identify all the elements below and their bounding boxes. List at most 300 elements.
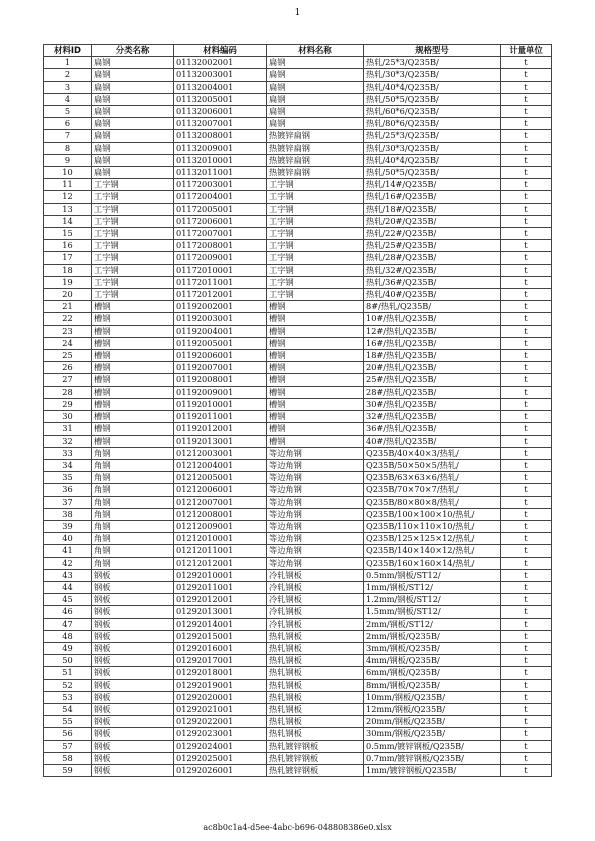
spec-cell: Q235B/140×140×12/热轧/ [364,545,501,557]
category-cell: 钢板 [92,691,174,703]
material-id-cell: 59 [44,764,92,776]
material-name-cell: 等边角钢 [267,459,364,471]
material-id-cell: 36 [44,484,92,496]
material-id-cell: 35 [44,472,92,484]
unit-cell: t [501,362,552,374]
material-code-cell: 01212012001 [174,557,267,569]
material-name-cell: 热轧钢板 [267,642,364,654]
material-code-cell: 01292013001 [174,606,267,618]
material-code-cell: 01172007001 [174,228,267,240]
table-row [44,594,552,606]
material-id-cell: 19 [44,276,92,288]
material-id-cell: 49 [44,642,92,654]
unit-cell: t [501,142,552,154]
material-id-cell: 18 [44,264,92,276]
table-row [44,179,552,191]
material-id-cell: 55 [44,716,92,728]
table-row [44,508,552,520]
spec-cell: 8#/热轧/Q235B/ [364,301,501,313]
material-name-cell: 槽钢 [267,423,364,435]
material-id-cell: 12 [44,191,92,203]
material-id-cell: 58 [44,752,92,764]
material-name-cell: 热镀锌扁钢 [267,154,364,166]
material-name-cell: 热轧镀锌钢板 [267,740,364,752]
material-name-cell: 工字钢 [267,289,364,301]
header-unit: 计量单位 [501,45,552,57]
table-header-row [44,45,552,57]
unit-cell: t [501,484,552,496]
unit-cell: t [501,496,552,508]
material-id-cell: 8 [44,142,92,154]
material-id-cell: 53 [44,691,92,703]
table-row [44,118,552,130]
unit-cell: t [501,350,552,362]
category-cell: 扁钢 [92,142,174,154]
material-code-cell: 01292015001 [174,630,267,642]
unit-cell: t [501,289,552,301]
unit-cell: t [501,81,552,93]
material-code-cell: 01192010001 [174,398,267,410]
table-row [44,703,552,715]
spec-cell: Q235B/80×80×8/热轧/ [364,496,501,508]
material-name-cell: 槽钢 [267,337,364,349]
spec-cell: 热轧/25*3/Q235B/ [364,57,501,69]
category-cell: 角钢 [92,520,174,532]
material-name-cell: 扁钢 [267,106,364,118]
material-name-cell: 热轧钢板 [267,716,364,728]
spec-cell: 6mm/钢板/Q235B/ [364,667,501,679]
material-code-cell: 01292019001 [174,679,267,691]
spec-cell: 20mm/钢板/Q235B/ [364,716,501,728]
table-row [44,228,552,240]
category-cell: 钢板 [92,594,174,606]
material-name-cell: 热镀锌扁钢 [267,130,364,142]
material-code-cell: 01172003001 [174,179,267,191]
category-cell: 槽钢 [92,337,174,349]
material-code-cell: 01172010001 [174,264,267,276]
table-row [44,618,552,630]
material-id-cell: 20 [44,289,92,301]
header-material-name: 材料名称 [267,45,364,57]
category-cell: 钢板 [92,728,174,740]
unit-cell: t [501,252,552,264]
material-id-cell: 43 [44,569,92,581]
category-cell: 钢板 [92,740,174,752]
material-code-cell: 01192013001 [174,435,267,447]
table-row [44,435,552,447]
material-id-cell: 15 [44,228,92,240]
material-id-cell: 37 [44,496,92,508]
category-cell: 扁钢 [92,167,174,179]
table-row [44,545,552,557]
table-row [44,728,552,740]
unit-cell: t [501,740,552,752]
unit-cell: t [501,630,552,642]
unit-cell: t [501,118,552,130]
material-id-cell: 30 [44,411,92,423]
spec-cell: 1.2mm/钢板/ST12/ [364,594,501,606]
material-name-cell: 等边角钢 [267,484,364,496]
material-name-cell: 热轧钢板 [267,667,364,679]
material-name-cell: 槽钢 [267,313,364,325]
spec-cell: 热轧/22#/Q235B/ [364,228,501,240]
table-row [44,240,552,252]
unit-cell: t [501,167,552,179]
category-cell: 槽钢 [92,435,174,447]
category-cell: 钢板 [92,630,174,642]
material-name-cell: 槽钢 [267,374,364,386]
category-cell: 钢板 [92,752,174,764]
header-spec: 规格型号 [364,45,501,57]
unit-cell: t [501,533,552,545]
material-code-cell: 01192012001 [174,423,267,435]
spec-cell: 12mm/钢板/Q235B/ [364,703,501,715]
unit-cell: t [501,264,552,276]
material-name-cell: 工字钢 [267,203,364,215]
unit-cell: t [501,228,552,240]
material-code-cell: 01212005001 [174,472,267,484]
spec-cell: 2mm/钢板/ST12/ [364,618,501,630]
spec-cell: 18#/热轧/Q235B/ [364,350,501,362]
material-name-cell: 扁钢 [267,81,364,93]
material-code-cell: 01292017001 [174,655,267,667]
material-code-cell: 01192004001 [174,325,267,337]
unit-cell: t [501,667,552,679]
material-id-cell: 23 [44,325,92,337]
table-row [44,716,552,728]
spec-cell: Q235B/160×160×14/热轧/ [364,557,501,569]
table-row [44,484,552,496]
table-row [44,630,552,642]
category-cell: 工字钢 [92,228,174,240]
category-cell: 钢板 [92,716,174,728]
material-id-cell: 56 [44,728,92,740]
material-code-cell: 01132005001 [174,93,267,105]
spec-cell: 热轧/50*5/Q235B/ [364,167,501,179]
unit-cell: t [501,459,552,471]
category-cell: 扁钢 [92,57,174,69]
material-name-cell: 热轧钢板 [267,728,364,740]
material-id-cell: 46 [44,606,92,618]
unit-cell: t [501,325,552,337]
category-cell: 工字钢 [92,191,174,203]
material-id-cell: 25 [44,350,92,362]
material-code-cell: 01172008001 [174,240,267,252]
material-code-cell: 01192005001 [174,337,267,349]
material-name-cell: 等边角钢 [267,447,364,459]
table-row [44,57,552,69]
material-code-cell: 01212011001 [174,545,267,557]
unit-cell: t [501,728,552,740]
table-row [44,215,552,227]
spec-cell: 16#/热轧/Q235B/ [364,337,501,349]
material-id-cell: 54 [44,703,92,715]
spec-cell: 1mm/镀锌钢板/Q235B/ [364,764,501,776]
material-code-cell: 01212009001 [174,520,267,532]
table-row [44,655,552,667]
table-row [44,69,552,81]
material-code-cell: 01212003001 [174,447,267,459]
category-cell: 角钢 [92,484,174,496]
material-id-cell: 44 [44,581,92,593]
unit-cell: t [501,191,552,203]
category-cell: 扁钢 [92,118,174,130]
material-name-cell: 工字钢 [267,191,364,203]
material-id-cell: 41 [44,545,92,557]
category-cell: 槽钢 [92,301,174,313]
table-row [44,362,552,374]
material-id-cell: 9 [44,154,92,166]
category-cell: 槽钢 [92,423,174,435]
unit-cell: t [501,374,552,386]
material-name-cell: 槽钢 [267,301,364,313]
table-row [44,252,552,264]
category-cell: 工字钢 [92,215,174,227]
material-code-cell: 01132002001 [174,57,267,69]
category-cell: 工字钢 [92,264,174,276]
category-cell: 钢板 [92,703,174,715]
header-material-code: 材料编码 [174,45,267,57]
material-code-cell: 01292025001 [174,752,267,764]
spec-cell: 热轧/18#/Q235B/ [364,203,501,215]
material-name-cell: 工字钢 [267,179,364,191]
unit-cell: t [501,618,552,630]
category-cell: 钢板 [92,618,174,630]
category-cell: 扁钢 [92,130,174,142]
material-name-cell: 工字钢 [267,252,364,264]
unit-cell: t [501,179,552,191]
material-id-cell: 28 [44,386,92,398]
table-row [44,276,552,288]
material-code-cell: 01292026001 [174,764,267,776]
spec-cell: Q235B/40×40×3/热轧/ [364,447,501,459]
material-code-cell: 01192007001 [174,362,267,374]
table-row [44,350,552,362]
table-row [44,130,552,142]
material-name-cell: 槽钢 [267,435,364,447]
unit-cell: t [501,752,552,764]
category-cell: 角钢 [92,472,174,484]
material-code-cell: 01292021001 [174,703,267,715]
material-code-cell: 01192006001 [174,350,267,362]
material-code-cell: 01172006001 [174,215,267,227]
file-name-footer: ac8b0c1a4-d5ee-4abc-b696-048808386e0.xlsx [203,823,392,832]
unit-cell: t [501,93,552,105]
table-row [44,740,552,752]
unit-cell: t [501,313,552,325]
table-row [44,301,552,313]
material-code-cell: 01172011001 [174,276,267,288]
table-row [44,764,552,776]
header-category: 分类名称 [92,45,174,57]
material-name-cell: 槽钢 [267,386,364,398]
material-name-cell: 等边角钢 [267,496,364,508]
material-id-cell: 42 [44,557,92,569]
table-row [44,289,552,301]
material-id-cell: 26 [44,362,92,374]
material-id-cell: 6 [44,118,92,130]
material-id-cell: 22 [44,313,92,325]
material-name-cell: 工字钢 [267,264,364,276]
material-name-cell: 等边角钢 [267,472,364,484]
spec-cell: 10#/热轧/Q235B/ [364,313,501,325]
material-id-cell: 57 [44,740,92,752]
material-id-cell: 29 [44,398,92,410]
material-code-cell: 01212004001 [174,459,267,471]
category-cell: 槽钢 [92,313,174,325]
material-id-cell: 27 [44,374,92,386]
material-name-cell: 工字钢 [267,276,364,288]
material-name-cell: 冷轧钢板 [267,606,364,618]
category-cell: 扁钢 [92,69,174,81]
spec-cell: 30#/热轧/Q235B/ [364,398,501,410]
spec-cell: 4mm/钢板/Q235B/ [364,655,501,667]
material-code-cell: 01132004001 [174,81,267,93]
material-id-cell: 40 [44,533,92,545]
material-name-cell: 扁钢 [267,57,364,69]
table-row [44,313,552,325]
material-name-cell: 扁钢 [267,118,364,130]
material-id-cell: 16 [44,240,92,252]
material-name-cell: 热轧镀锌钢板 [267,752,364,764]
unit-cell: t [501,337,552,349]
material-name-cell: 热轧钢板 [267,679,364,691]
spec-cell: Q235B/110×110×10/热轧/ [364,520,501,532]
material-name-cell: 热镀锌扁钢 [267,167,364,179]
material-name-cell: 槽钢 [267,362,364,374]
material-code-cell: 01292024001 [174,740,267,752]
material-code-cell: 01292014001 [174,618,267,630]
category-cell: 钢板 [92,655,174,667]
table-row [44,154,552,166]
table-row [44,667,552,679]
material-name-cell: 热轧镀锌钢板 [267,764,364,776]
table-row [44,203,552,215]
category-cell: 钢板 [92,667,174,679]
unit-cell: t [501,398,552,410]
material-code-cell: 01192009001 [174,386,267,398]
material-id-cell: 7 [44,130,92,142]
material-id-cell: 39 [44,520,92,532]
spec-cell: Q235B/100×100×10/热轧/ [364,508,501,520]
spec-cell: 0.7mm/镀锌钢板/Q235B/ [364,752,501,764]
unit-cell: t [501,545,552,557]
category-cell: 角钢 [92,533,174,545]
unit-cell: t [501,240,552,252]
material-name-cell: 等边角钢 [267,557,364,569]
material-code-cell: 01192011001 [174,411,267,423]
spec-cell: 3mm/钢板/Q235B/ [364,642,501,654]
category-cell: 扁钢 [92,154,174,166]
category-cell: 扁钢 [92,93,174,105]
category-cell: 钢板 [92,679,174,691]
category-cell: 钢板 [92,764,174,776]
unit-cell: t [501,655,552,667]
table-row [44,691,552,703]
unit-cell: t [501,106,552,118]
material-name-cell: 等边角钢 [267,508,364,520]
material-id-cell: 3 [44,81,92,93]
material-name-cell: 扁钢 [267,93,364,105]
table-row [44,459,552,471]
spec-cell: 热轧/32#/Q235B/ [364,264,501,276]
material-name-cell: 等边角钢 [267,520,364,532]
spec-cell: 36#/热轧/Q235B/ [364,423,501,435]
material-code-cell: 01132009001 [174,142,267,154]
spec-cell: Q235B/50×50×5/热轧/ [364,459,501,471]
table-row [44,472,552,484]
spec-cell: 2mm/钢板/Q235B/ [364,630,501,642]
header-material-id: 材料ID [44,45,92,57]
table-row [44,752,552,764]
unit-cell: t [501,57,552,69]
material-name-cell: 工字钢 [267,215,364,227]
table-row [44,447,552,459]
material-name-cell: 工字钢 [267,228,364,240]
material-name-cell: 冷轧钢板 [267,569,364,581]
material-id-cell: 10 [44,167,92,179]
material-code-cell: 01212007001 [174,496,267,508]
spec-cell: Q235B/125×125×12/热轧/ [364,533,501,545]
material-code-cell: 01292022001 [174,716,267,728]
material-id-cell: 17 [44,252,92,264]
spec-cell: Q235B/70×70×7/热轧/ [364,484,501,496]
material-code-cell: 01212010001 [174,533,267,545]
table-row [44,142,552,154]
material-code-cell: 01132010001 [174,154,267,166]
table-row [44,386,552,398]
category-cell: 工字钢 [92,203,174,215]
material-name-cell: 槽钢 [267,411,364,423]
table-row [44,411,552,423]
material-code-cell: 01212006001 [174,484,267,496]
material-name-cell: 热镀锌扁钢 [267,142,364,154]
material-id-cell: 13 [44,203,92,215]
material-id-cell: 4 [44,93,92,105]
spec-cell: 10mm/钢板/Q235B/ [364,691,501,703]
unit-cell: t [501,386,552,398]
spec-cell: 热轧/40*4/Q235B/ [364,154,501,166]
material-id-cell: 47 [44,618,92,630]
unit-cell: t [501,606,552,618]
unit-cell: t [501,764,552,776]
spec-cell: 热轧/36#/Q235B/ [364,276,501,288]
material-code-cell: 01292023001 [174,728,267,740]
table-row [44,520,552,532]
material-code-cell: 01212008001 [174,508,267,520]
table-row [44,557,552,569]
spec-cell: 1.5mm/钢板/ST12/ [364,606,501,618]
spec-cell: 28#/热轧/Q235B/ [364,386,501,398]
table-row [44,106,552,118]
material-name-cell: 冷轧钢板 [267,581,364,593]
spec-cell: 12#/热轧/Q235B/ [364,325,501,337]
material-code-cell: 01172005001 [174,203,267,215]
spec-cell: 热轧/40#/Q235B/ [364,289,501,301]
material-id-cell: 32 [44,435,92,447]
material-name-cell: 热轧钢板 [267,630,364,642]
spec-cell: 8mm/钢板/Q235B/ [364,679,501,691]
category-cell: 槽钢 [92,362,174,374]
material-code-cell: 01292020001 [174,691,267,703]
category-cell: 槽钢 [92,386,174,398]
category-cell: 工字钢 [92,179,174,191]
material-id-cell: 52 [44,679,92,691]
spec-cell: 30mm/钢板/Q235B/ [364,728,501,740]
table-row [44,642,552,654]
material-id-cell: 33 [44,447,92,459]
spec-cell: 热轧/30*3/Q235B/ [364,69,501,81]
